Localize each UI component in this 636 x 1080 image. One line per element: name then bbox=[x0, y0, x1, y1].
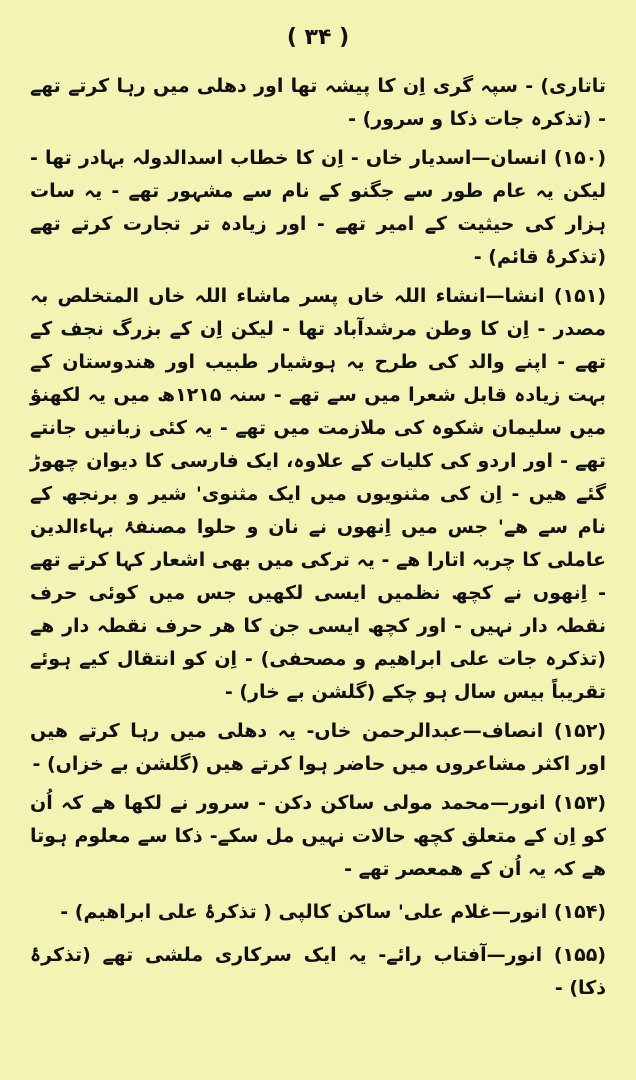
page-number: ( ۳۴ ) bbox=[286, 25, 350, 50]
entry-155: (۱۵۵) انور—آفتاب رائے- یہ ایک سرکاری ملشی تھے (تذکرۂ ذکا) - bbox=[30, 944, 606, 999]
entry-150: (۱۵۰) انسان—اسدیار خاں - اِن کا خطاب اسدالدولہ بہادر تھا - لیکن یہ عام طور سے جگنو کے نام سے مشہور تھے - یہ سات ہزار کی حیثیت کے امیر تھے - اور زیادہ تر تجارت کرتے تھے (تذکرۂ قائم) - bbox=[30, 147, 606, 268]
entry-152: (۱۵۲) انصاف—عبدالرحمن خاں- یہ دھلی میں رہا کرتے ھیں اور اکثر مشاعروں میں حاضر ہوا کرتے ھیں (گلشن بے خزاں) - bbox=[30, 720, 606, 775]
entry-153: (۱۵۳) انور—محمد مولی ساکن دکن - سرور نے لکھا ھے کہ اُن کو اِن کے متعلق کچھ حالات نہیں مل سکے- ذکا سے معلوم ہوتا ھے کہ یہ اُن کے ھمعصر تھے - bbox=[30, 792, 606, 880]
body-text bbox=[30, 70, 606, 1005]
entry-151: (۱۵۱) انشا—انشاء اللہ خاں پسر ماشاء اللہ خاں المتخلص بہ مصدر - اِن کا وطن مرشدآباد تھا - لیکن اِن کے بزرگ نجف کے تھے - اپنے والد کی طرح یہ ہوشیار طبیب اور ھندوستان کے بہت زیادہ قابل شعرا میں سے تھے - سنہ ۱۲۱۵ھ میں یہ لکھنؤ میں سلیمان شکوہ کی ملازمت میں تھے - یہ کئی زبانیں جانتے تھے - اور اردو کی کلیات کے علاوہ، ایک فارسی کا دیوان چھوڑ گئے ھیں - اِن کی مثنویوں میں ایک مثنوی' شیر و برنجھ کے نام سے ھے' جس میں اِنھوں نے نان و حلوا مصنفۂ بہاءالدین عاملی کا چربہ اتارا ھے - یہ ترکی میں بھی اشعار کہا کرتے تھے - اِنھوں نے کچھ نظمیں ایسی لکھیں جس میں کوئی حرف نقطہ دار نہیں - اور کچھ ایسی جن کا ھر حرف نقطہ دار ھے (تذکرہ جات علی ابراھیم و مصحفی) - اِن کو انتقال کیے ہوئے تقریباً بیس سال ہو چکے (گلشن بے خار) - bbox=[30, 285, 606, 703]
entry-154: (۱۵۴) انور—غلام علی' ساکن کالپی ( تذکرۂ علی ابراھیم) - bbox=[60, 901, 606, 923]
paragraph-continuation: تاتاری) - سپہ گری اِن کا پیشہ تھا اور دھلی میں رہا کرتے تھے - (تذکرہ جات ذکا و سرور) - bbox=[30, 75, 606, 130]
